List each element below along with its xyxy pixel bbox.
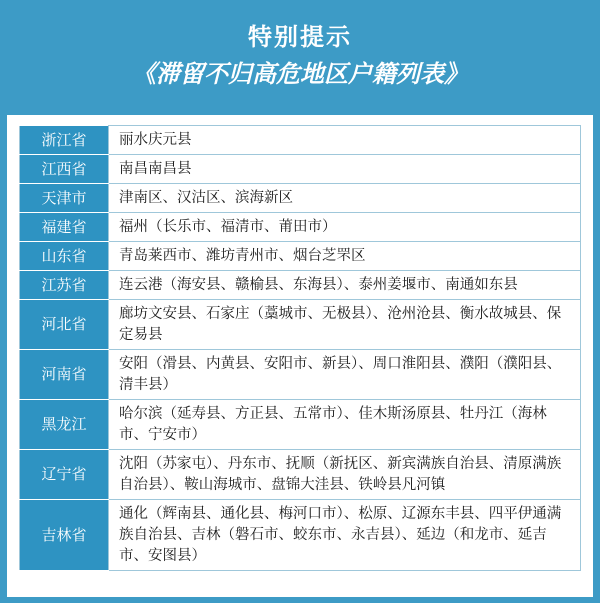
province-cell: 辽宁省 bbox=[20, 450, 109, 500]
areas-cell: 连云港（海安县、赣榆县、东海县）、泰州姜堰市、南通如东县 bbox=[109, 271, 581, 300]
table-row bbox=[20, 126, 581, 155]
areas-cell: 安阳（滑县、内黄县、安阳市、新县）、周口淮阳县、濮阳（濮阳县、清丰县） bbox=[109, 350, 581, 400]
areas-cell: 福州（长乐市、福清市、莆田市） bbox=[109, 213, 581, 242]
areas-cell: 通化（辉南县、通化县、梅河口市）、松原、辽源东丰县、四平伊通满族自治县、吉林（磐石市、蛟东市、永吉县）、延边（和龙市、延吉市、安图县） bbox=[109, 500, 581, 571]
table-row bbox=[20, 450, 581, 500]
page-subtitle: 《滞留不归高危地区户籍列表》 bbox=[132, 60, 468, 88]
province-cell: 吉林省 bbox=[20, 500, 109, 571]
region-table bbox=[19, 125, 581, 571]
province-cell: 黑龙江 bbox=[20, 400, 109, 450]
table-row bbox=[20, 350, 581, 400]
areas-cell: 南昌南昌县 bbox=[109, 155, 581, 184]
areas-cell: 沈阳（苏家屯）、丹东市、抚顺（新抚区、新宾满族自治县、清原满族自治县）、鞍山海城市、盘锦大洼县、铁岭县凡河镇 bbox=[109, 450, 581, 500]
page-header bbox=[0, 0, 600, 112]
province-cell: 江西省 bbox=[20, 155, 109, 184]
areas-cell: 青岛莱西市、潍坊青州市、烟台芝罘区 bbox=[109, 242, 581, 271]
areas-cell: 津南区、汉沽区、滨海新区 bbox=[109, 184, 581, 213]
areas-cell: 哈尔滨（延寿县、方正县、五常市）、佳木斯汤原县、牡丹江（海林市、宁安市） bbox=[109, 400, 581, 450]
province-cell: 江苏省 bbox=[20, 271, 109, 300]
page-title: 特别提示 bbox=[248, 23, 352, 51]
areas-cell: 廊坊文安县、石家庄（藁城市、无极县）、沧州沧县、衡水故城县、保定易县 bbox=[109, 300, 581, 350]
table-row bbox=[20, 213, 581, 242]
table-row bbox=[20, 242, 581, 271]
table-row bbox=[20, 184, 581, 213]
list-card bbox=[7, 115, 593, 597]
table-row bbox=[20, 155, 581, 184]
province-cell: 福建省 bbox=[20, 213, 109, 242]
table-row bbox=[20, 300, 581, 350]
province-cell: 天津市 bbox=[20, 184, 109, 213]
areas-cell: 丽水庆元县 bbox=[109, 126, 581, 155]
province-cell: 山东省 bbox=[20, 242, 109, 271]
table-row bbox=[20, 271, 581, 300]
province-cell: 浙江省 bbox=[20, 126, 109, 155]
province-cell: 河南省 bbox=[20, 350, 109, 400]
table-row bbox=[20, 400, 581, 450]
province-cell: 河北省 bbox=[20, 300, 109, 350]
table-row bbox=[20, 500, 581, 571]
